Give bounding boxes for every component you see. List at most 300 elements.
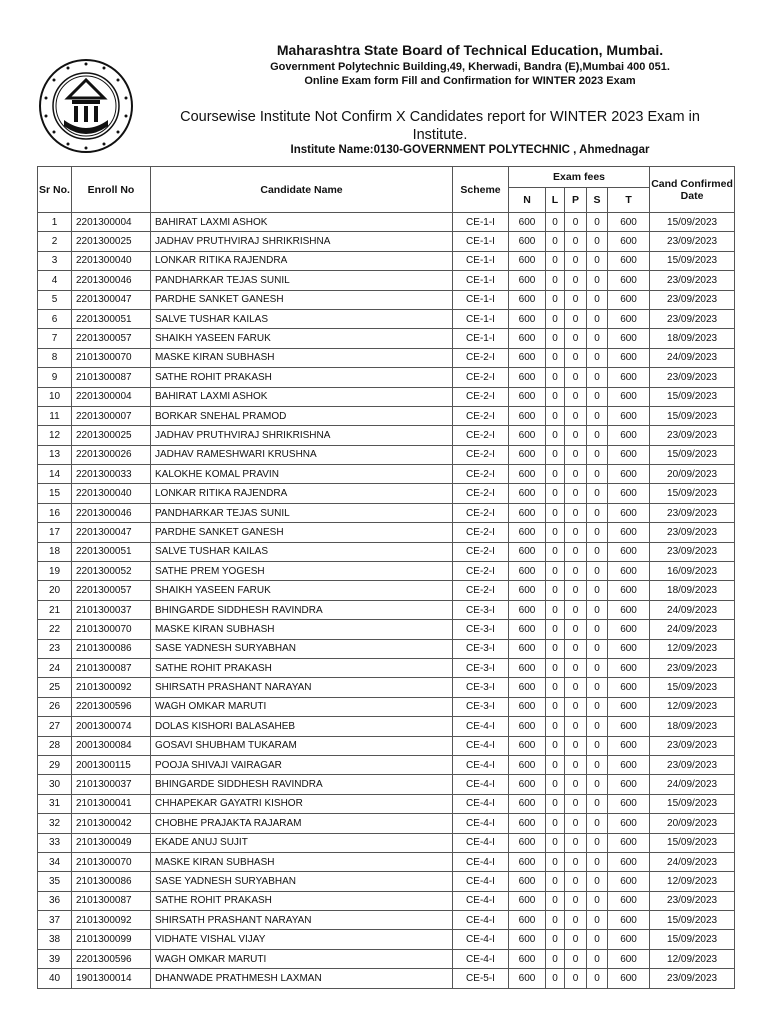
cell-confirmed-date: 24/09/2023 bbox=[650, 775, 735, 794]
cell-fee-p: 0 bbox=[565, 755, 587, 774]
cell-sr: 18 bbox=[38, 542, 72, 561]
table-row bbox=[38, 697, 735, 716]
cell-fee-l: 0 bbox=[546, 911, 565, 930]
cell-fee-n: 600 bbox=[509, 348, 546, 367]
cell-name: SATHE ROHIT PRAKASH bbox=[151, 368, 453, 387]
cell-fee-p: 0 bbox=[565, 852, 587, 871]
cell-fee-p: 0 bbox=[565, 484, 587, 503]
cell-fee-t: 600 bbox=[608, 271, 650, 290]
cell-fee-t: 600 bbox=[608, 717, 650, 736]
cell-fee-p: 0 bbox=[565, 581, 587, 600]
cell-fee-t: 600 bbox=[608, 348, 650, 367]
cell-confirmed-date: 23/09/2023 bbox=[650, 426, 735, 445]
cell-fee-l: 0 bbox=[546, 368, 565, 387]
cell-fee-s: 0 bbox=[587, 911, 608, 930]
cell-sr: 15 bbox=[38, 484, 72, 503]
cell-enroll: 2101300041 bbox=[72, 794, 151, 813]
cell-confirmed-date: 23/09/2023 bbox=[650, 290, 735, 309]
cell-enroll: 2001300074 bbox=[72, 717, 151, 736]
cell-fee-p: 0 bbox=[565, 872, 587, 891]
cell-fee-l: 0 bbox=[546, 290, 565, 309]
cell-sr: 11 bbox=[38, 406, 72, 425]
cell-scheme: CE-2-I bbox=[453, 465, 509, 484]
cell-confirmed-date: 24/09/2023 bbox=[650, 620, 735, 639]
cell-fee-l: 0 bbox=[546, 717, 565, 736]
cell-fee-n: 600 bbox=[509, 445, 546, 464]
cell-fee-n: 600 bbox=[509, 251, 546, 270]
cell-name: BHINGARDE SIDDHESH RAVINDRA bbox=[151, 775, 453, 794]
col-header-name: Candidate Name bbox=[151, 167, 453, 213]
cell-confirmed-date: 23/09/2023 bbox=[650, 542, 735, 561]
cell-fee-s: 0 bbox=[587, 368, 608, 387]
cell-scheme: CE-2-I bbox=[453, 387, 509, 406]
cell-name: KALOKHE KOMAL PRAVIN bbox=[151, 465, 453, 484]
cell-fee-p: 0 bbox=[565, 658, 587, 677]
cell-fee-t: 600 bbox=[608, 794, 650, 813]
cell-confirmed-date: 23/09/2023 bbox=[650, 755, 735, 774]
cell-fee-l: 0 bbox=[546, 213, 565, 232]
cell-scheme: CE-4-I bbox=[453, 794, 509, 813]
cell-confirmed-date: 15/09/2023 bbox=[650, 251, 735, 270]
table-row bbox=[38, 852, 735, 871]
cell-fee-t: 600 bbox=[608, 658, 650, 677]
cell-confirmed-date: 20/09/2023 bbox=[650, 814, 735, 833]
col-header-cand-date: Cand Confirmed Date bbox=[650, 167, 735, 213]
col-header-l: L bbox=[546, 188, 565, 213]
report-title: Coursewise Institute Not Confirm X Candidates report for WINTER 2023 Exam in Institute. bbox=[180, 109, 700, 143]
board-address: Government Polytechnic Building,49, Kherwadi, Bandra (E),Mumbai 400 051. bbox=[270, 61, 670, 73]
cell-fee-n: 600 bbox=[509, 581, 546, 600]
cell-fee-t: 600 bbox=[608, 736, 650, 755]
cell-enroll: 1901300014 bbox=[72, 969, 151, 988]
cell-fee-n: 600 bbox=[509, 368, 546, 387]
cell-scheme: CE-4-I bbox=[453, 930, 509, 949]
cell-fee-t: 600 bbox=[608, 523, 650, 542]
cell-confirmed-date: 15/09/2023 bbox=[650, 406, 735, 425]
cell-fee-t: 600 bbox=[608, 697, 650, 716]
table-row bbox=[38, 639, 735, 658]
cell-confirmed-date: 23/09/2023 bbox=[650, 368, 735, 387]
cell-fee-s: 0 bbox=[587, 465, 608, 484]
table-row bbox=[38, 969, 735, 988]
cell-fee-l: 0 bbox=[546, 736, 565, 755]
table-row bbox=[38, 814, 735, 833]
cell-fee-n: 600 bbox=[509, 833, 546, 852]
cell-enroll: 2101300087 bbox=[72, 891, 151, 910]
cell-fee-p: 0 bbox=[565, 213, 587, 232]
cell-scheme: CE-1-I bbox=[453, 232, 509, 251]
cell-scheme: CE-3-I bbox=[453, 639, 509, 658]
table-row bbox=[38, 368, 735, 387]
cell-name: JADHAV PRUTHVIRAJ SHRIKRISHNA bbox=[151, 426, 453, 445]
cell-fee-t: 600 bbox=[608, 426, 650, 445]
cell-scheme: CE-1-I bbox=[453, 251, 509, 270]
cell-fee-p: 0 bbox=[565, 639, 587, 658]
cell-name: SATHE ROHIT PRAKASH bbox=[151, 658, 453, 677]
msbte-logo-icon bbox=[38, 58, 134, 154]
cell-scheme: CE-2-I bbox=[453, 445, 509, 464]
cell-name: MASKE KIRAN SUBHASH bbox=[151, 852, 453, 871]
cell-fee-s: 0 bbox=[587, 600, 608, 619]
cell-fee-s: 0 bbox=[587, 891, 608, 910]
cell-sr: 29 bbox=[38, 755, 72, 774]
cell-confirmed-date: 15/09/2023 bbox=[650, 445, 735, 464]
cell-fee-n: 600 bbox=[509, 658, 546, 677]
cell-sr: 37 bbox=[38, 911, 72, 930]
candidates-table bbox=[37, 166, 735, 989]
cell-fee-p: 0 bbox=[565, 794, 587, 813]
cell-fee-l: 0 bbox=[546, 697, 565, 716]
cell-confirmed-date: 24/09/2023 bbox=[650, 852, 735, 871]
table-row bbox=[38, 833, 735, 852]
col-header-exam-fees: Exam fees bbox=[509, 167, 650, 188]
cell-fee-n: 600 bbox=[509, 309, 546, 328]
cell-fee-p: 0 bbox=[565, 290, 587, 309]
cell-fee-t: 600 bbox=[608, 309, 650, 328]
cell-fee-s: 0 bbox=[587, 503, 608, 522]
cell-scheme: CE-3-I bbox=[453, 697, 509, 716]
cell-scheme: CE-4-I bbox=[453, 891, 509, 910]
cell-confirmed-date: 23/09/2023 bbox=[650, 969, 735, 988]
table-row bbox=[38, 717, 735, 736]
cell-fee-l: 0 bbox=[546, 755, 565, 774]
cell-fee-s: 0 bbox=[587, 678, 608, 697]
cell-name: JADHAV PRUTHVIRAJ SHRIKRISHNA bbox=[151, 232, 453, 251]
cell-fee-s: 0 bbox=[587, 736, 608, 755]
cell-name: SASE YADNESH SURYABHAN bbox=[151, 872, 453, 891]
cell-enroll: 2201300004 bbox=[72, 387, 151, 406]
cell-scheme: CE-4-I bbox=[453, 872, 509, 891]
cell-fee-t: 600 bbox=[608, 251, 650, 270]
cell-fee-s: 0 bbox=[587, 852, 608, 871]
cell-enroll: 2201300047 bbox=[72, 523, 151, 542]
cell-fee-p: 0 bbox=[565, 697, 587, 716]
cell-fee-p: 0 bbox=[565, 911, 587, 930]
cell-fee-t: 600 bbox=[608, 852, 650, 871]
cell-fee-t: 600 bbox=[608, 581, 650, 600]
cell-sr: 28 bbox=[38, 736, 72, 755]
cell-fee-p: 0 bbox=[565, 368, 587, 387]
cell-enroll: 2101300037 bbox=[72, 775, 151, 794]
cell-fee-l: 0 bbox=[546, 872, 565, 891]
cell-enroll: 2201300052 bbox=[72, 562, 151, 581]
cell-fee-n: 600 bbox=[509, 697, 546, 716]
cell-name: VIDHATE VISHAL VIJAY bbox=[151, 930, 453, 949]
cell-fee-n: 600 bbox=[509, 387, 546, 406]
cell-sr: 31 bbox=[38, 794, 72, 813]
cell-scheme: CE-2-I bbox=[453, 562, 509, 581]
cell-fee-l: 0 bbox=[546, 271, 565, 290]
table-row bbox=[38, 678, 735, 697]
cell-sr: 27 bbox=[38, 717, 72, 736]
cell-scheme: CE-1-I bbox=[453, 329, 509, 348]
cell-sr: 33 bbox=[38, 833, 72, 852]
cell-confirmed-date: 18/09/2023 bbox=[650, 581, 735, 600]
cell-name: SHIRSATH PRASHANT NARAYAN bbox=[151, 911, 453, 930]
cell-sr: 12 bbox=[38, 426, 72, 445]
cell-fee-t: 600 bbox=[608, 503, 650, 522]
cell-sr: 40 bbox=[38, 969, 72, 988]
cell-sr: 7 bbox=[38, 329, 72, 348]
table-row bbox=[38, 387, 735, 406]
cell-fee-s: 0 bbox=[587, 620, 608, 639]
cell-name: SHIRSATH PRASHANT NARAYAN bbox=[151, 678, 453, 697]
cell-fee-s: 0 bbox=[587, 445, 608, 464]
cell-fee-l: 0 bbox=[546, 465, 565, 484]
cell-sr: 3 bbox=[38, 251, 72, 270]
cell-fee-s: 0 bbox=[587, 814, 608, 833]
report-header bbox=[0, 0, 768, 165]
cell-enroll: 2101300070 bbox=[72, 852, 151, 871]
table-row bbox=[38, 445, 735, 464]
cell-fee-p: 0 bbox=[565, 891, 587, 910]
cell-fee-p: 0 bbox=[565, 736, 587, 755]
cell-fee-t: 600 bbox=[608, 872, 650, 891]
cell-sr: 2 bbox=[38, 232, 72, 251]
cell-scheme: CE-3-I bbox=[453, 620, 509, 639]
cell-fee-p: 0 bbox=[565, 542, 587, 561]
col-header-s: S bbox=[587, 188, 608, 213]
cell-sr: 17 bbox=[38, 523, 72, 542]
cell-sr: 19 bbox=[38, 562, 72, 581]
cell-fee-s: 0 bbox=[587, 484, 608, 503]
cell-fee-l: 0 bbox=[546, 794, 565, 813]
cell-enroll: 2201300046 bbox=[72, 271, 151, 290]
cell-sr: 10 bbox=[38, 387, 72, 406]
cell-sr: 20 bbox=[38, 581, 72, 600]
table-row bbox=[38, 794, 735, 813]
cell-fee-t: 600 bbox=[608, 368, 650, 387]
cell-confirmed-date: 24/09/2023 bbox=[650, 348, 735, 367]
cell-name: LONKAR RITIKA RAJENDRA bbox=[151, 251, 453, 270]
cell-name: SALVE TUSHAR KAILAS bbox=[151, 309, 453, 328]
cell-scheme: CE-2-I bbox=[453, 426, 509, 445]
cell-fee-s: 0 bbox=[587, 833, 608, 852]
cell-fee-n: 600 bbox=[509, 930, 546, 949]
cell-scheme: CE-3-I bbox=[453, 600, 509, 619]
cell-fee-n: 600 bbox=[509, 523, 546, 542]
cell-fee-l: 0 bbox=[546, 775, 565, 794]
cell-fee-p: 0 bbox=[565, 232, 587, 251]
cell-fee-p: 0 bbox=[565, 445, 587, 464]
table-row bbox=[38, 911, 735, 930]
cell-enroll: 2101300087 bbox=[72, 658, 151, 677]
cell-scheme: CE-4-I bbox=[453, 755, 509, 774]
cell-fee-n: 600 bbox=[509, 290, 546, 309]
cell-name: BHINGARDE SIDDHESH RAVINDRA bbox=[151, 600, 453, 619]
col-header-sr: Sr No. bbox=[38, 167, 72, 213]
cell-name: CHHAPEKAR GAYATRI KISHOR bbox=[151, 794, 453, 813]
cell-fee-n: 600 bbox=[509, 213, 546, 232]
table-row bbox=[38, 562, 735, 581]
cell-sr: 6 bbox=[38, 309, 72, 328]
table-row bbox=[38, 290, 735, 309]
cell-fee-n: 600 bbox=[509, 503, 546, 522]
cell-scheme: CE-2-I bbox=[453, 368, 509, 387]
cell-name: PANDHARKAR TEJAS SUNIL bbox=[151, 503, 453, 522]
cell-fee-p: 0 bbox=[565, 348, 587, 367]
cell-enroll: 2101300086 bbox=[72, 872, 151, 891]
cell-fee-n: 600 bbox=[509, 911, 546, 930]
cell-fee-l: 0 bbox=[546, 891, 565, 910]
cell-enroll: 2101300086 bbox=[72, 639, 151, 658]
cell-fee-l: 0 bbox=[546, 969, 565, 988]
cell-fee-t: 600 bbox=[608, 891, 650, 910]
cell-sr: 5 bbox=[38, 290, 72, 309]
cell-fee-n: 600 bbox=[509, 814, 546, 833]
cell-fee-s: 0 bbox=[587, 271, 608, 290]
cell-sr: 21 bbox=[38, 600, 72, 619]
cell-scheme: CE-3-I bbox=[453, 678, 509, 697]
table-row bbox=[38, 775, 735, 794]
cell-fee-s: 0 bbox=[587, 523, 608, 542]
cell-confirmed-date: 23/09/2023 bbox=[650, 232, 735, 251]
cell-name: BORKAR SNEHAL PRAMOD bbox=[151, 406, 453, 425]
cell-sr: 38 bbox=[38, 930, 72, 949]
cell-enroll: 2201300040 bbox=[72, 251, 151, 270]
cell-enroll: 2101300092 bbox=[72, 911, 151, 930]
cell-enroll: 2101300049 bbox=[72, 833, 151, 852]
cell-fee-s: 0 bbox=[587, 232, 608, 251]
cell-fee-p: 0 bbox=[565, 930, 587, 949]
cell-sr: 14 bbox=[38, 465, 72, 484]
cell-fee-p: 0 bbox=[565, 251, 587, 270]
cell-fee-n: 600 bbox=[509, 891, 546, 910]
cell-enroll: 2201300007 bbox=[72, 406, 151, 425]
cell-sr: 26 bbox=[38, 697, 72, 716]
cell-confirmed-date: 23/09/2023 bbox=[650, 658, 735, 677]
cell-confirmed-date: 12/09/2023 bbox=[650, 697, 735, 716]
cell-fee-t: 600 bbox=[608, 969, 650, 988]
cell-fee-l: 0 bbox=[546, 426, 565, 445]
cell-enroll: 2201300057 bbox=[72, 581, 151, 600]
col-header-p: P bbox=[565, 188, 587, 213]
cell-fee-n: 600 bbox=[509, 736, 546, 755]
cell-fee-t: 600 bbox=[608, 213, 650, 232]
cell-name: GOSAVI SHUBHAM TUKARAM bbox=[151, 736, 453, 755]
table-row bbox=[38, 503, 735, 522]
table-body bbox=[38, 213, 735, 989]
cell-fee-n: 600 bbox=[509, 678, 546, 697]
cell-scheme: CE-2-I bbox=[453, 484, 509, 503]
table-row bbox=[38, 484, 735, 503]
cell-fee-p: 0 bbox=[565, 503, 587, 522]
cell-fee-s: 0 bbox=[587, 872, 608, 891]
cell-scheme: CE-1-I bbox=[453, 271, 509, 290]
cell-fee-t: 600 bbox=[608, 406, 650, 425]
table-row bbox=[38, 523, 735, 542]
cell-name: PARDHE SANKET GANESH bbox=[151, 290, 453, 309]
cell-fee-t: 600 bbox=[608, 833, 650, 852]
cell-fee-l: 0 bbox=[546, 600, 565, 619]
cell-fee-p: 0 bbox=[565, 620, 587, 639]
cell-name: DOLAS KISHORI BALASAHEB bbox=[151, 717, 453, 736]
cell-enroll: 2201300057 bbox=[72, 329, 151, 348]
cell-sr: 9 bbox=[38, 368, 72, 387]
cell-fee-s: 0 bbox=[587, 562, 608, 581]
cell-scheme: CE-2-I bbox=[453, 542, 509, 561]
table-row bbox=[38, 271, 735, 290]
cell-fee-p: 0 bbox=[565, 833, 587, 852]
cell-fee-n: 600 bbox=[509, 620, 546, 639]
cell-sr: 36 bbox=[38, 891, 72, 910]
cell-fee-s: 0 bbox=[587, 426, 608, 445]
table-row bbox=[38, 465, 735, 484]
cell-scheme: CE-1-I bbox=[453, 213, 509, 232]
cell-fee-p: 0 bbox=[565, 562, 587, 581]
cell-fee-l: 0 bbox=[546, 232, 565, 251]
cell-sr: 34 bbox=[38, 852, 72, 871]
cell-name: PARDHE SANKET GANESH bbox=[151, 523, 453, 542]
cell-fee-p: 0 bbox=[565, 814, 587, 833]
cell-confirmed-date: 23/09/2023 bbox=[650, 309, 735, 328]
cell-fee-p: 0 bbox=[565, 271, 587, 290]
cell-fee-s: 0 bbox=[587, 697, 608, 716]
cell-confirmed-date: 23/09/2023 bbox=[650, 891, 735, 910]
cell-confirmed-date: 20/09/2023 bbox=[650, 465, 735, 484]
table-row bbox=[38, 309, 735, 328]
table-row bbox=[38, 658, 735, 677]
cell-fee-n: 600 bbox=[509, 872, 546, 891]
cell-fee-t: 600 bbox=[608, 232, 650, 251]
cell-scheme: CE-3-I bbox=[453, 658, 509, 677]
cell-confirmed-date: 12/09/2023 bbox=[650, 949, 735, 968]
cell-fee-n: 600 bbox=[509, 406, 546, 425]
cell-name: DHANWADE PRATHMESH LAXMAN bbox=[151, 969, 453, 988]
cell-fee-n: 600 bbox=[509, 465, 546, 484]
table-row bbox=[38, 736, 735, 755]
cell-scheme: CE-4-I bbox=[453, 949, 509, 968]
cell-scheme: CE-4-I bbox=[453, 775, 509, 794]
cell-fee-l: 0 bbox=[546, 309, 565, 328]
cell-fee-s: 0 bbox=[587, 348, 608, 367]
cell-fee-l: 0 bbox=[546, 833, 565, 852]
cell-sr: 30 bbox=[38, 775, 72, 794]
cell-fee-s: 0 bbox=[587, 406, 608, 425]
cell-fee-s: 0 bbox=[587, 930, 608, 949]
cell-enroll: 2201300040 bbox=[72, 484, 151, 503]
cell-enroll: 2101300087 bbox=[72, 368, 151, 387]
institute-name: Institute Name:0130-GOVERNMENT POLYTECHNIC , Ahmednagar bbox=[290, 144, 650, 156]
cell-fee-t: 600 bbox=[608, 484, 650, 503]
cell-sr: 23 bbox=[38, 639, 72, 658]
table-row bbox=[38, 251, 735, 270]
cell-fee-s: 0 bbox=[587, 969, 608, 988]
cell-fee-l: 0 bbox=[546, 503, 565, 522]
cell-enroll: 2001300084 bbox=[72, 736, 151, 755]
cell-fee-s: 0 bbox=[587, 309, 608, 328]
table-row bbox=[38, 542, 735, 561]
cell-scheme: CE-2-I bbox=[453, 503, 509, 522]
cell-enroll: 2201300051 bbox=[72, 309, 151, 328]
cell-name: CHOBHE PRAJAKTA RAJARAM bbox=[151, 814, 453, 833]
cell-fee-t: 600 bbox=[608, 678, 650, 697]
cell-fee-n: 600 bbox=[509, 329, 546, 348]
cell-fee-p: 0 bbox=[565, 775, 587, 794]
cell-fee-n: 600 bbox=[509, 542, 546, 561]
board-name: Maharashtra State Board of Technical Education, Mumbai. bbox=[276, 42, 664, 58]
cell-fee-s: 0 bbox=[587, 213, 608, 232]
cell-name: WAGH OMKAR MARUTI bbox=[151, 949, 453, 968]
cell-fee-t: 600 bbox=[608, 290, 650, 309]
cell-fee-t: 600 bbox=[608, 949, 650, 968]
cell-confirmed-date: 18/09/2023 bbox=[650, 717, 735, 736]
table-row bbox=[38, 213, 735, 232]
cell-confirmed-date: 16/09/2023 bbox=[650, 562, 735, 581]
cell-fee-s: 0 bbox=[587, 949, 608, 968]
cell-fee-s: 0 bbox=[587, 794, 608, 813]
table-row bbox=[38, 581, 735, 600]
